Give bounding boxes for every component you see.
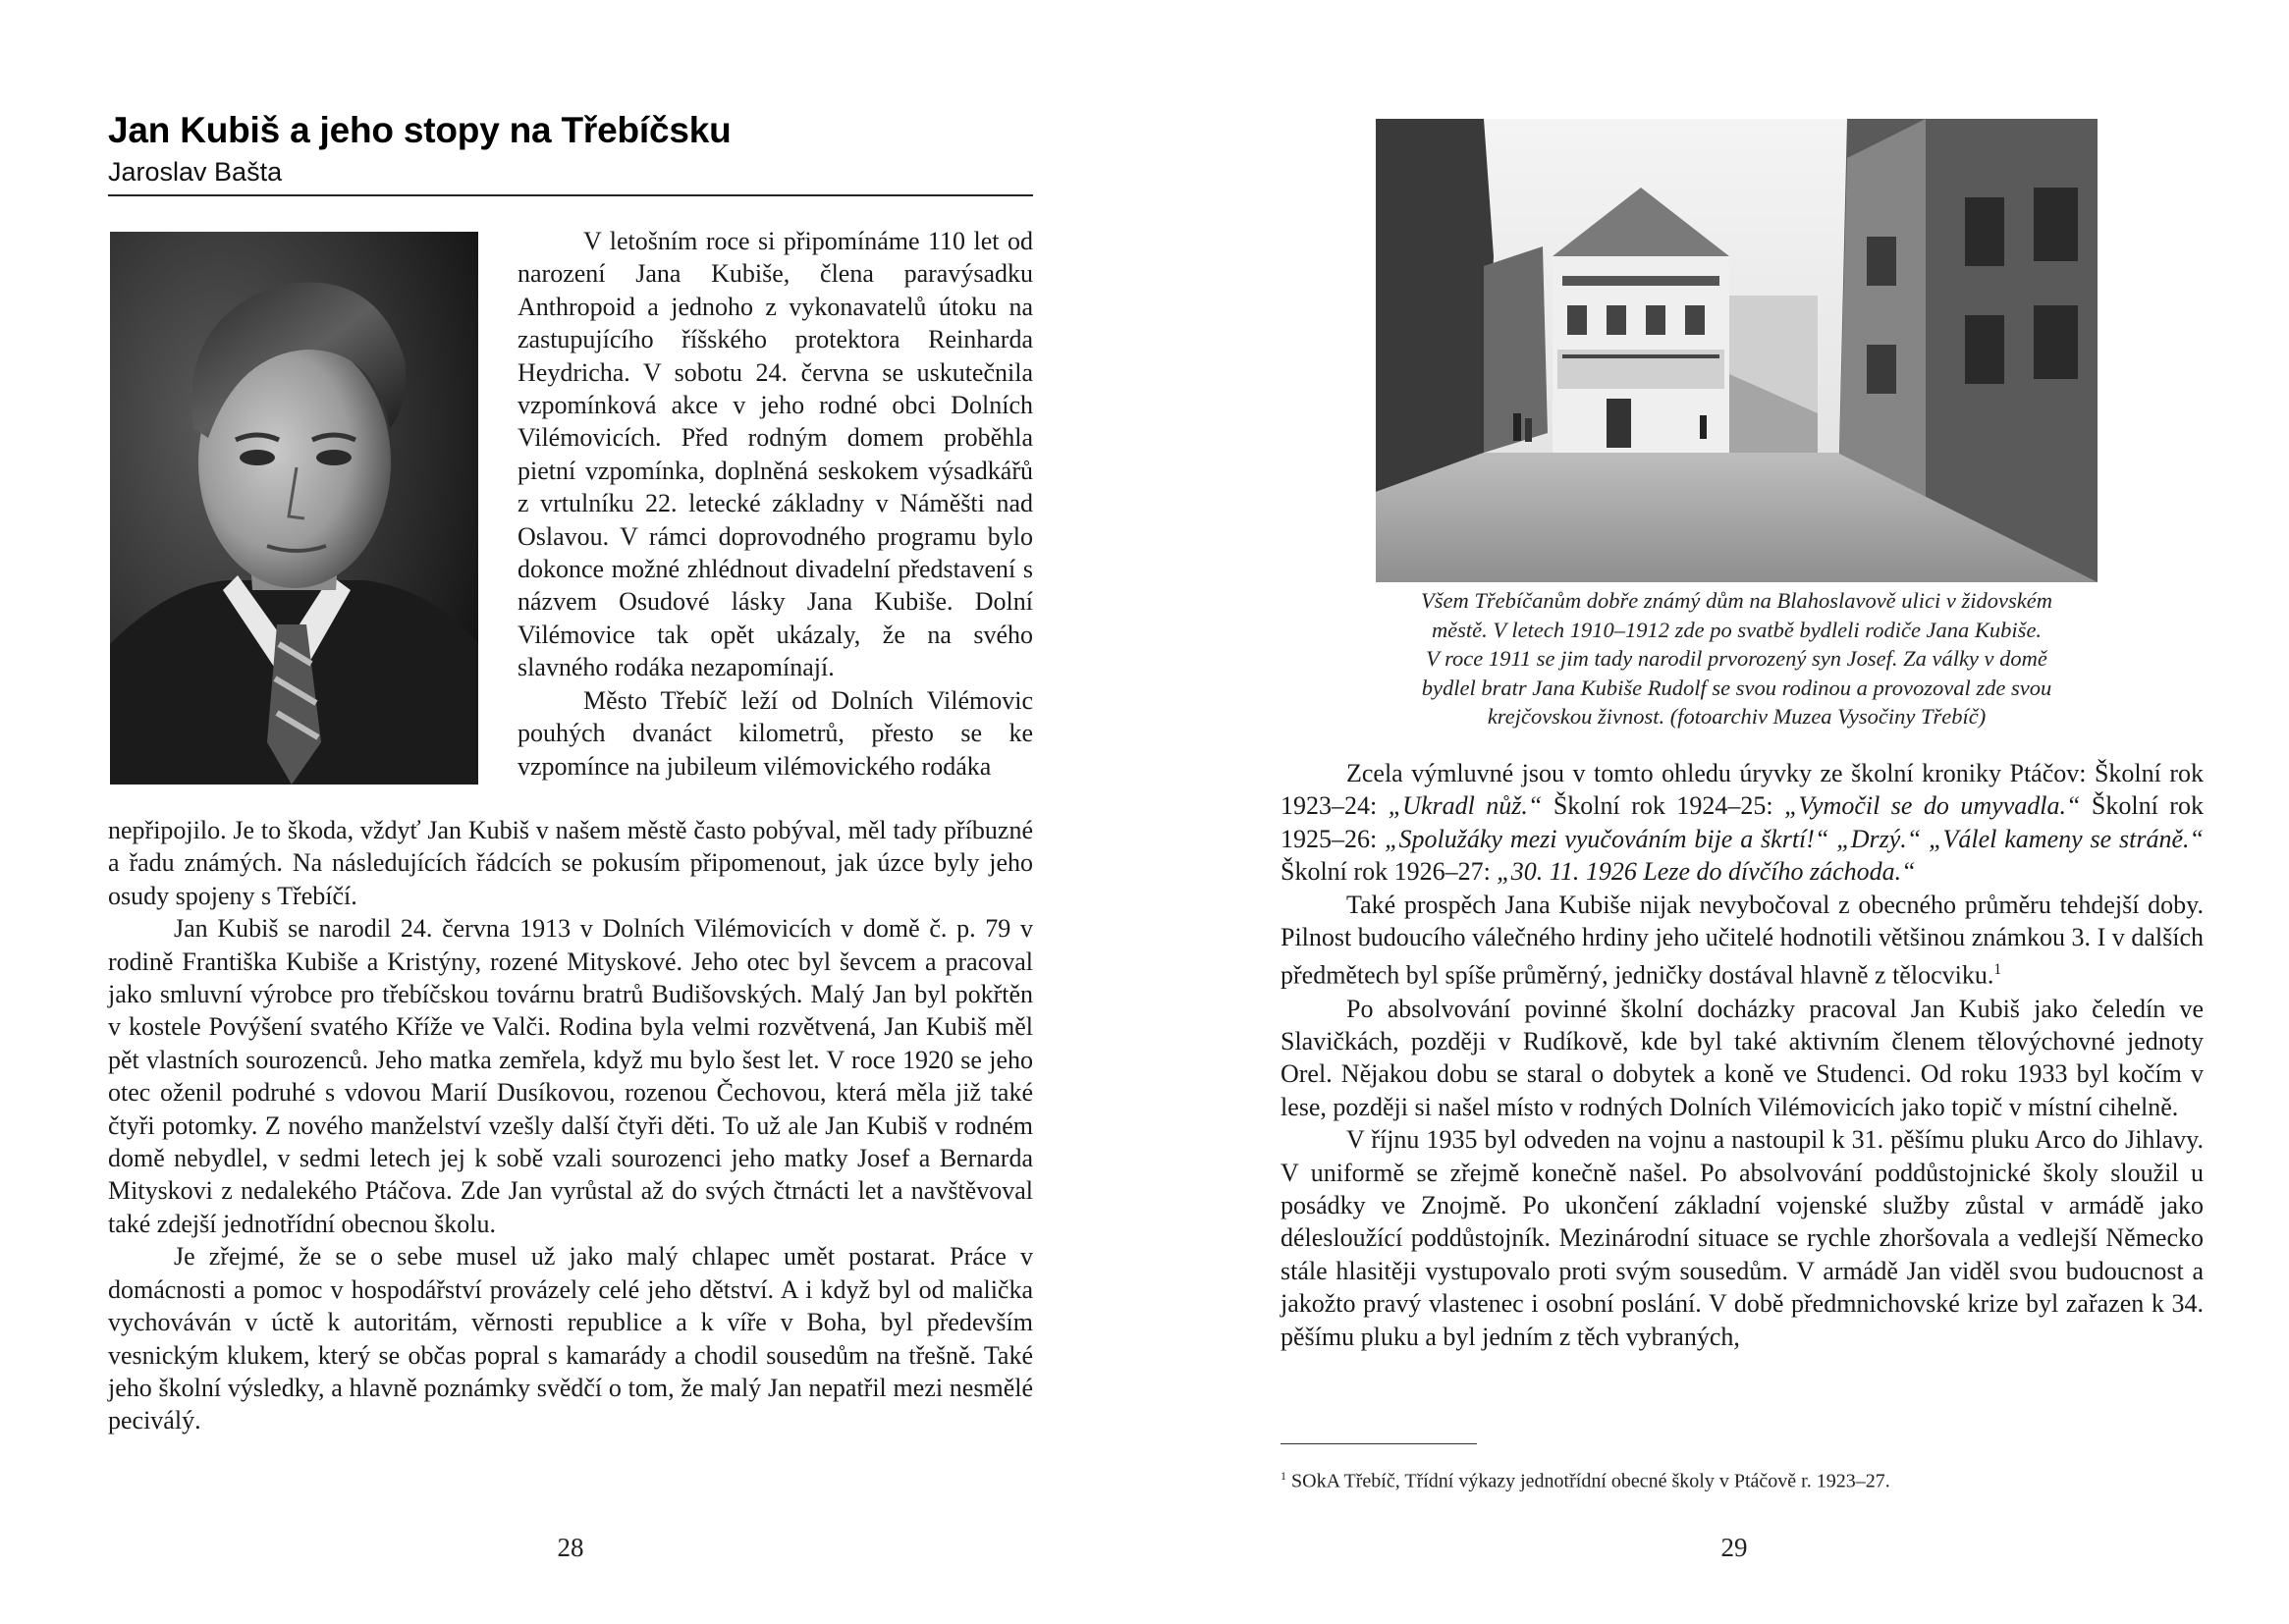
chronicle-text: Školní rok 1925–26: (1281, 791, 2204, 853)
article-author: Jaroslav Bašta (108, 157, 283, 187)
page-number: 28 (557, 1533, 584, 1562)
footnote-divider (1281, 1443, 1477, 1444)
chronicle-quote: „Vymočil se do umyvadla.“ (1784, 791, 2081, 821)
street-image (1376, 119, 2098, 582)
portrait-image (110, 232, 478, 785)
intro-column (518, 225, 1033, 783)
caption-line: krejčovskou živnost. (fotoarchiv Muzea Vysočiny Třebíč) (1487, 704, 1987, 729)
chronicle-quote: „Spolužáky mezi vyučováním bije a škrtí!“ „Drzý.“ „Válel kameny se stráně.“ (1385, 824, 2204, 853)
body-text: Také prospěch Jana Kubiše nijak nevybočoval z obecného průměru tehdejší doby. Pilnost budoucího válečného hrdiny jeho učitelé hodnotili většinou známkou 3. I v dalších předmětech byl spíše průměrný, jedničky dostával hlavně z tělocviku. (1281, 890, 2204, 991)
chronicle-paragraph (1281, 757, 2204, 889)
left-page (0, 0, 1144, 1624)
body-paragraph: Je zřejmé, že se o sebe musel už jako malý chlapec umět postarat. Práce v domácnosti a pomoc v hospodářství provázely celé jeho dětství. A i když byl od malička vychováván v úctě k autoritám, věrnosti republice a k víře v Boha, byl především vesnickým klukem, který se občas popral s kamarády a chodil sousedům na třešně. Také jeho školní výsledky, a hlavně poznámky svědčí o tom, že malý Jan nepatřil mezi nesmělé peciválý. (108, 1242, 1033, 1435)
footnote-text: SOkA Třebíč, Třídní výkazy jednotřídní obecné školy v Ptáčově r. 1923–27. (1291, 1470, 1890, 1492)
chronicle-text: Školní rok 1926–27: (1281, 857, 1498, 887)
title-divider (108, 194, 1033, 196)
footnote-number: 1 (1281, 1469, 1286, 1483)
chronicle-text: Školní rok 1924–25: (1542, 791, 1785, 821)
street-photo (1376, 119, 2098, 582)
caption-line: V roce 1911 se jim tady narodil prvorozený syn Josef. Za války v domě (1426, 646, 2047, 671)
footnote (1281, 1469, 2204, 1493)
intro-paragraph: V letošním roce si připomínáme 110 let od narození Jana Kubiše, člena paravýsadku Anthropoid a jednoho z vykonavatelů útoku na zastupujícího říšského protektora Reinharda Heydricha. V sobotu 24. června se uskutečnila vzpomínková akce v jeho rodné obci Dolních Vilémovicích. Před rodným domem proběhla pietní vzpomínka, doplněná seskokem výsadkářů z vrtulníku 22. letecké základny v Náměšti nad Oslavou. V rámci doprovodného programu bylo dokonce možné zhlédnout divadelní představení s názvem Osudové lásky Jana Kubiše. Dolní Vilémovice tak opět ukázaly, že na svého slavného rodáka nezapomínají. (518, 227, 1033, 682)
article-title: Jan Kubiš a jeho stopy na Třebíčsku (108, 110, 732, 150)
caption-line: bydlel bratr Jana Kubiše Rudolf se svou rodinou a provozoval zde svou (1421, 675, 2052, 700)
chronicle-quote: „30. 11. 1926 Leze do dívčího záchoda.“ (1497, 857, 1916, 887)
page-number: 29 (1720, 1533, 1748, 1562)
body-paragraph: Po absolvování povinné školní docházky pracoval Jan Kubiš jako čeledín ve Slavičkách, později v Rudíkově, kde byl také aktivním členem tělovýchovné jednoty Orel. Nějakou dobu se staral o dobytek a koně ve Studenci. Od roku 1933 byl kočím v lese, později si našel místo v rodných Dolních Vilémovicích jako topič v místní cihelně. (1281, 994, 2204, 1121)
main-column (108, 814, 1033, 1437)
footnote-ref[interactable]: 1 (1993, 961, 2002, 979)
chronicle-text: Zcela výmluvné jsou v tomto ohledu úryvky ze školní kroniky Ptáčov: Školní rok 1923–24: (1281, 759, 2204, 821)
chronicle-quote: „Ukradl nůž.“ (1388, 791, 1543, 821)
intro-paragraph: Město Třebíč leží od Dolních Vilémovic pouhých dvanáct kilometrů, přesto se ke vzpomínce na jubileum vilémovického rodáka (518, 685, 1033, 781)
body-paragraph: Jan Kubiš se narodil 24. června 1913 v Dolních Vilémovicích v domě č. p. 79 v rodině Františka Kubiše a Kristýny, rozené Mityskové. Jeho otec byl ševcem a pracoval jako smluvní výrobce pro třebíčskou továrnu bratrů Budišovských. Malý Jan byl pokřtěn v kostele Povýšení svatého Kříže ve Valči. Rodina byla velmi rozvětvená, Jan Kubiš měl pět vlastních sourozenců. Jeho matka zemřela, když mu bylo šest let. V roce 1920 se jeho otec oženil podruhé s vdovou Marií Dusíkovou, rozenou Čechovou, která měla již také čtyři potomky. Z nového manželství vzešly další čtyři děti. To už ale Jan Kubiš v rodném domě nebydlel, v sedmi letech jej k sobě vzali sourozenci jeho matky Josef a Bernarda Mityskovi z nedalekého Ptáčova. Zde Jan vyrůstal až do svých čtrnácti let a navštěvoval také zdejší jednotřídní obecnou školu. (108, 914, 1033, 1238)
caption-line: městě. V letech 1910–1912 zde po svatbě bydleli rodiče Jana Kubiše. (1431, 617, 2043, 642)
body-paragraph: V říjnu 1935 byl odveden na vojnu a nastoupil k 31. pěšímu pluku Arco do Jihlavy. V uniformě se zřejmě konečně našel. Po absolvování poddůstojnické školy sloužil u posádky ve Znojmě. Po ukončení základní vojenské služby zůstal v armádě jako délesloužící poddůstojník. Mezinárodní situace se rychle zhoršovala a vedlejší Německo stále hlasitěji vystupovalo proti svým sousedům. V armádě Jan viděl svou budoucnost a jakožto pravý vlastenec i osobní poslání. V době předmnichovské krize byl zařazen k 34. pěšímu pluku a byl jedním z těch vybraných, (1281, 1125, 2204, 1351)
right-column (1281, 757, 2204, 1353)
body-paragraph (1281, 889, 2204, 993)
photo-caption (1365, 586, 2108, 731)
portrait-photo (110, 232, 478, 785)
body-paragraph: nepřipojilo. Je to škoda, vždyť Jan Kubiš v našem městě často pobýval, měl tady příbuzné a řadu známých. Na následujících řádcích se pokusím připomenout, jak úzce byly jeho osudy spojeny s Třebíčí. (108, 816, 1033, 910)
caption-line: Všem Třebíčanům dobře známý dům na Blahoslavově ulici v židovském (1421, 588, 2052, 613)
